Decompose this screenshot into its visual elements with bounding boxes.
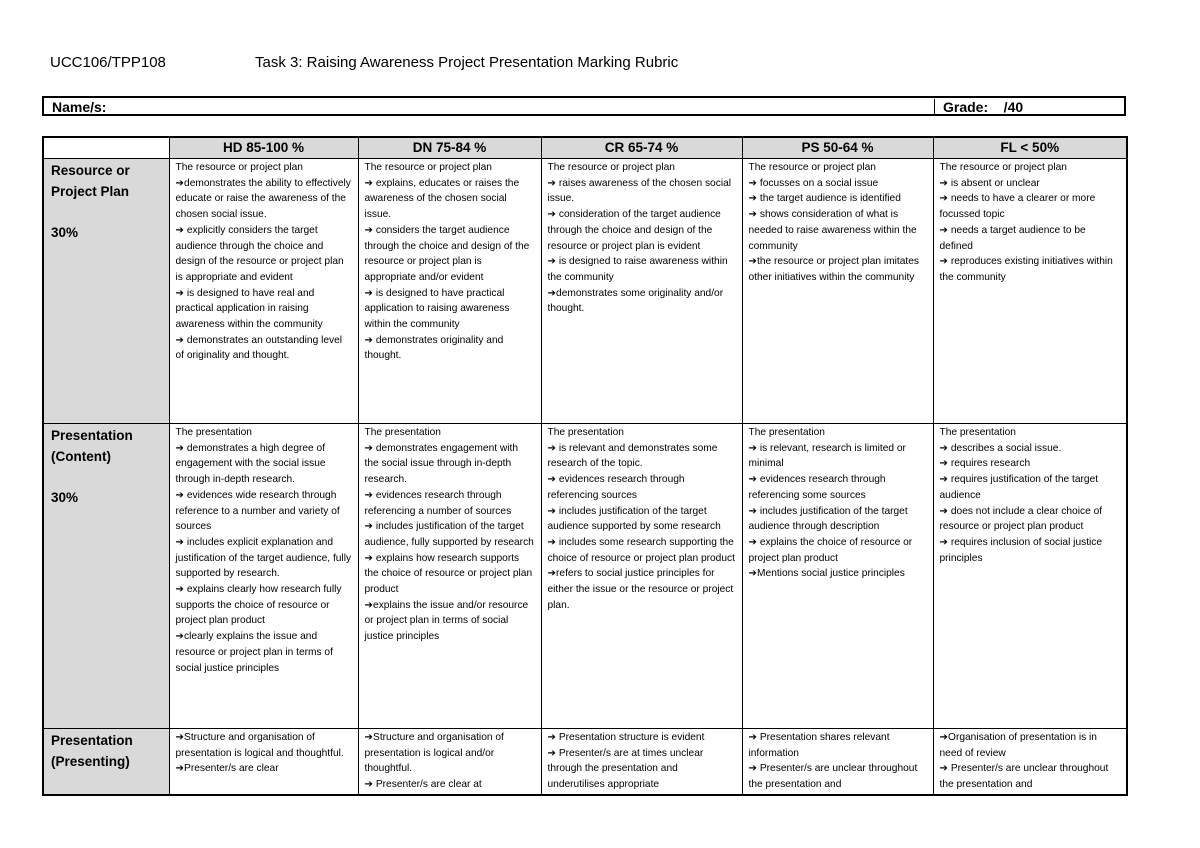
- descriptor-line: ➔ includes some research supporting the choice of resource or project plan product: [547, 536, 735, 564]
- descriptor-line: ➔refers to social justice principles for either the issue or the resource or project plan.: [547, 568, 734, 611]
- descriptor-line: ➔ requires research: [939, 458, 1031, 470]
- descriptor-line: The resource or project plan: [748, 162, 876, 173]
- descriptor-line: ➔ is designed to have real and practical application in raising awareness within the community: [175, 287, 323, 331]
- descriptor-line: The presentation: [939, 427, 1016, 438]
- descriptor-line: ➔ evidences research through referencing some sources: [748, 474, 886, 501]
- descriptor-line: ➔ reproduces existing initiatives within the community: [939, 256, 1113, 283]
- criterion-cell: [43, 424, 169, 729]
- descriptor-line: ➔ focusses on a social issue: [748, 177, 879, 189]
- name-grade-bar: [42, 96, 1126, 116]
- descriptor-line: ➔ is absent or unclear: [939, 177, 1040, 189]
- descriptor-cell: [169, 159, 358, 424]
- descriptor-line: ➔ Presenter/s are unclear throughout the presentation and: [939, 763, 1109, 791]
- descriptor-cell: [358, 729, 541, 795]
- descriptor-line: ➔ explicitly considers the target audience through the choice and design of the resource or project plan is appropriate and evident: [175, 224, 344, 283]
- column-header: PS 50-64 %: [742, 137, 933, 159]
- descriptor-cell: [742, 159, 933, 424]
- descriptor-cell: [541, 159, 742, 424]
- descriptor-line: ➔demonstrates the ability to effectively educate or raise the awareness of the chosen social issue.: [175, 177, 351, 221]
- document-header: [50, 54, 679, 71]
- course-code: UCC106/TPP108: [50, 54, 166, 71]
- descriptor-line: The presentation: [364, 427, 441, 438]
- descriptor-line: ➔ is designed to have practical application to raising awareness within the community: [364, 287, 510, 331]
- descriptor-line: ➔ includes justification of the target audience, fully supported by research: [364, 521, 534, 548]
- descriptor-line: ➔ demonstrates a high degree of engagement with the social issue through in-depth research.: [175, 442, 326, 486]
- descriptor-line: The presentation: [175, 427, 252, 438]
- descriptor-line: ➔Presenter/s are clear: [175, 763, 279, 775]
- descriptor-line: ➔ evidences research through referencing a number of sources: [364, 489, 512, 517]
- descriptor-cell: [169, 424, 358, 729]
- rubric-header-row: [43, 137, 1127, 159]
- descriptor-line: ➔Mentions social justice principles: [748, 568, 905, 580]
- descriptor-line: ➔ explains how research supports the choice of resource or project plan product: [364, 552, 533, 596]
- descriptor-line: ➔ includes explicit explanation and justification of the target audience, fully supported by research.: [175, 536, 352, 580]
- descriptor-line: ➔ raises awareness of the chosen social issue.: [547, 177, 732, 205]
- descriptor-line: ➔ demonstrates originality and thought.: [364, 334, 504, 362]
- column-header: DN 75-84 %: [358, 137, 541, 159]
- descriptor-line: ➔ Presentation shares relevant information: [748, 732, 890, 759]
- descriptor-line: ➔ includes justification of the target audience through description: [748, 505, 908, 533]
- descriptor-line: ➔ shows consideration of what is needed to raise awareness within the community: [748, 209, 917, 252]
- descriptor-line: ➔ Presentation structure is evident: [547, 732, 705, 743]
- descriptor-line: ➔demonstrates some originality and/or thought.: [547, 287, 724, 315]
- descriptor-line: The resource or project plan: [364, 162, 492, 173]
- descriptor-line: The presentation: [547, 427, 624, 438]
- descriptor-cell: [933, 729, 1127, 795]
- descriptor-cell: [358, 159, 541, 424]
- rubric-row: [43, 159, 1127, 424]
- rubric-row: [43, 729, 1127, 795]
- document-title: Task 3: Raising Awareness Project Presentation Marking Rubric: [255, 54, 679, 71]
- descriptor-line: ➔ requires inclusion of social justice principles: [939, 536, 1103, 564]
- descriptor-line: ➔Organisation of presentation is in need of review: [939, 732, 1097, 759]
- descriptor-line: The resource or project plan: [939, 162, 1067, 173]
- name-label: Name/s:: [52, 99, 107, 115]
- descriptor-cell: [541, 424, 742, 729]
- descriptor-line: ➔ needs to have a clearer or more focussed topic: [939, 193, 1096, 221]
- descriptor-cell: [358, 424, 541, 729]
- descriptor-line: ➔ describes a social issue.: [939, 442, 1062, 454]
- descriptor-line: ➔Structure and organisation of presentation is logical and/or thoughtful.: [364, 732, 504, 775]
- descriptor-cell: [742, 424, 933, 729]
- descriptor-line: The presentation: [748, 427, 825, 438]
- descriptor-line: The resource or project plan: [175, 162, 303, 173]
- descriptor-cell: [169, 729, 358, 795]
- descriptor-line: ➔ Presenter/s are clear at: [364, 779, 482, 791]
- descriptor-cell: [933, 424, 1127, 729]
- corner-cell: [43, 137, 169, 159]
- criterion-title: Presentation (Content): [51, 428, 133, 464]
- descriptor-cell: [933, 159, 1127, 424]
- criterion-weight: 30%: [51, 225, 79, 240]
- rubric-table: [42, 136, 1128, 796]
- descriptor-line: ➔ demonstrates an outstanding level of originality and thought.: [175, 334, 343, 362]
- descriptor-line: ➔ Presenter/s are unclear throughout the presentation and: [748, 763, 918, 791]
- descriptor-line: ➔ evidences research through referencing sources: [547, 474, 685, 501]
- descriptor-line: The resource or project plan: [547, 162, 675, 173]
- descriptor-line: ➔ does not include a clear choice of resource or project plan product: [939, 505, 1103, 533]
- column-header: CR 65-74 %: [541, 137, 742, 159]
- criterion-title: Resource or Project Plan: [51, 163, 130, 199]
- descriptor-line: ➔ demonstrates engagement with the social issue through in-depth research.: [364, 442, 519, 486]
- descriptor-line: ➔ is designed to raise awareness within the community: [547, 256, 728, 283]
- criterion-title: Presentation (Presenting): [51, 733, 133, 769]
- criterion-weight: 30%: [51, 490, 79, 505]
- descriptor-line: ➔ explains, educates or raises the awareness of the chosen social issue.: [364, 177, 520, 221]
- descriptor-line: ➔ is relevant, research is limited or minimal: [748, 442, 906, 470]
- descriptor-line: ➔ evidences wide research through reference to a number and variety of sources: [175, 489, 340, 533]
- descriptor-line: ➔ explains clearly how research fully supports the choice of resource or project plan product: [175, 584, 342, 627]
- descriptor-line: ➔ the target audience is identified: [748, 193, 901, 205]
- descriptor-cell: [541, 729, 742, 795]
- descriptor-line: ➔ requires justification of the target audience: [939, 474, 1099, 501]
- descriptor-line: ➔ is relevant and demonstrates some research of the topic.: [547, 442, 718, 470]
- column-header: HD 85-100 %: [169, 137, 358, 159]
- descriptor-line: ➔ includes justification of the target audience supported by some research: [547, 505, 721, 533]
- descriptor-line: ➔Structure and organisation of presentation is logical and thoughtful.: [175, 732, 344, 759]
- descriptor-line: ➔explains the issue and/or resource or project plan in terms of social justice principles: [364, 599, 529, 643]
- criterion-cell: [43, 729, 169, 795]
- grade-label: Grade: /40: [934, 99, 1023, 115]
- criterion-cell: [43, 159, 169, 424]
- descriptor-line: ➔ needs a target audience to be defined: [939, 224, 1086, 252]
- descriptor-line: ➔ Presenter/s are at times unclear through the presentation and underutilises appropriate: [547, 747, 704, 791]
- descriptor-line: ➔ considers the target audience through the choice and design of the resource or project plan is appropriate and/or evident: [364, 224, 530, 283]
- column-header: FL < 50%: [933, 137, 1127, 159]
- descriptor-line: ➔clearly explains the issue and resource or project plan in terms of social justice principles: [175, 631, 333, 674]
- descriptor-line: ➔the resource or project plan imitates other initiatives within the community: [748, 256, 919, 283]
- descriptor-line: ➔ consideration of the target audience through the choice and design of the resource or project plan is evident: [547, 209, 721, 252]
- rubric-row: [43, 424, 1127, 729]
- descriptor-cell: [742, 729, 933, 795]
- descriptor-line: ➔ explains the choice of resource or project plan product: [748, 536, 913, 564]
